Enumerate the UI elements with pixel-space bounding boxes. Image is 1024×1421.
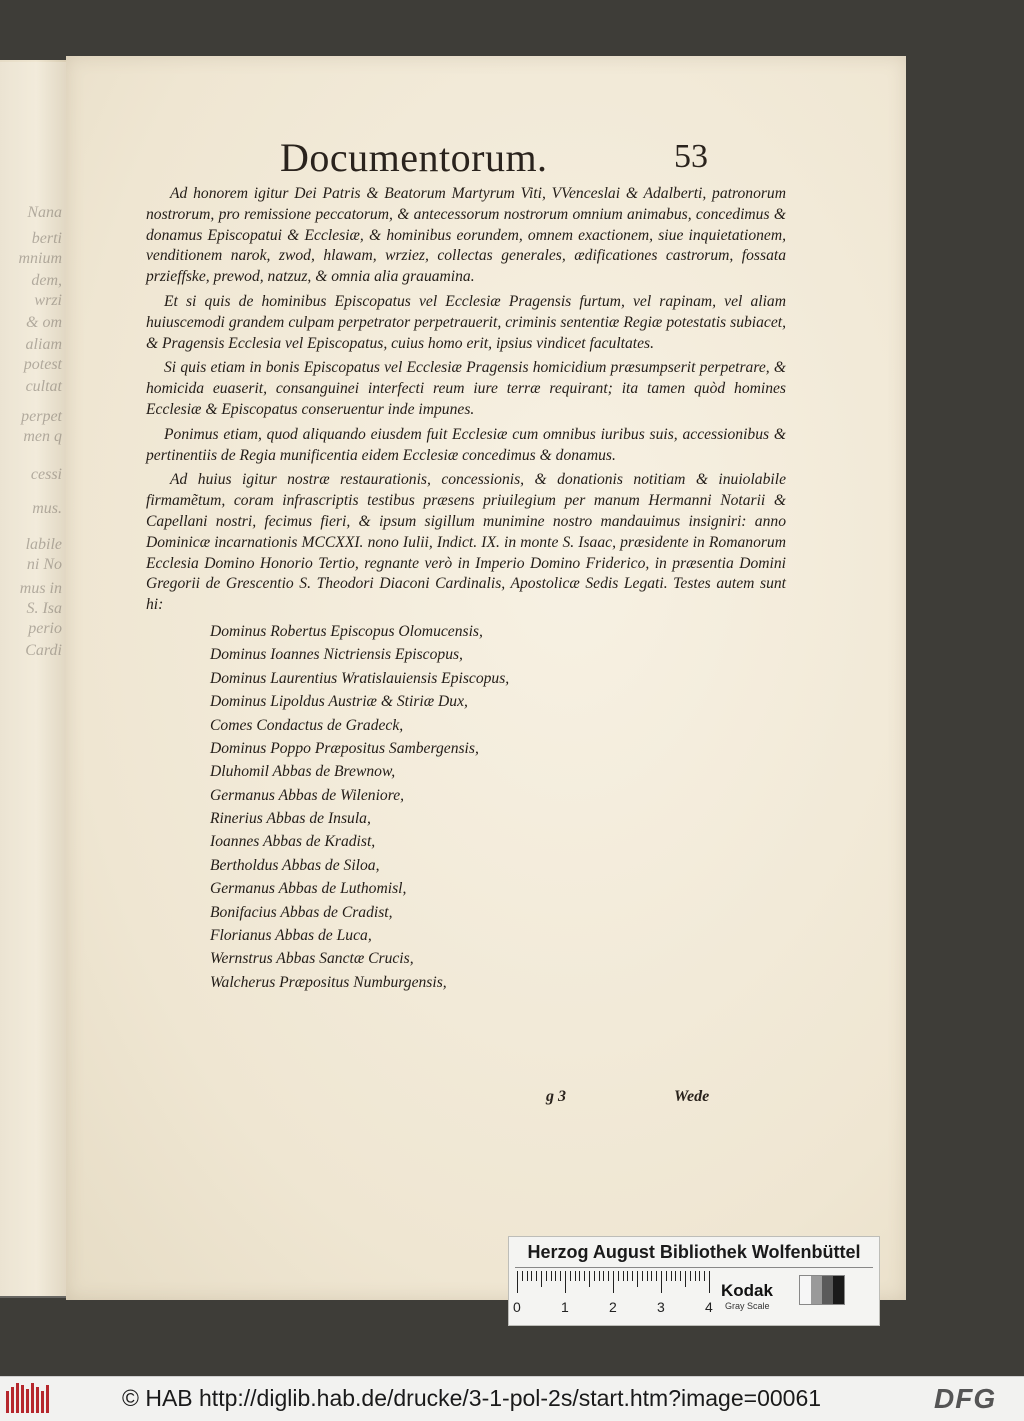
ruler-tick — [517, 1271, 518, 1293]
gray-scale-patches — [799, 1275, 845, 1305]
ruler-tick — [531, 1271, 532, 1281]
facing-page-fragment: men q — [23, 428, 62, 445]
page-footer — [66, 1088, 906, 1118]
facing-page-fragment: & om — [26, 314, 62, 331]
library-name: Herzog August Bibliothek Wolfenbüttel — [527, 1242, 861, 1262]
hab-logo-bar — [21, 1385, 24, 1413]
facing-page-fragment: aliam — [25, 336, 62, 353]
ruler-tick — [608, 1271, 609, 1281]
paragraph: Ad honorem igitur Dei Patris & Beatorum Martyrum Viti, VVenceslai & Adalberti, patronorum nostrorum, pro remissione peccatorum, & antecessorum nostrorum omnium animabus, concedimus & donamus Episcopatui & Ecclesiæ, & hominibus eorundem, omnem exactionem, siue inquietationem, venditionem narok, zwod, hlawam, wrziez, collectas generales, ædificationes castrorum, fossata przieffske, prewod, natzuz, & omnia alia grauamina. — [146, 185, 786, 286]
ruler-tick — [666, 1271, 667, 1281]
facing-page-fragment: cessi — [30, 466, 62, 483]
page-number: 53 — [674, 138, 708, 175]
ruler-tick — [603, 1271, 604, 1281]
witness-item: Dominus Poppo Præpositus Sambergensis, — [210, 739, 479, 757]
paragraph: Ad huius igitur nostræ restaurationis, concessionis, & donationis notitiam & inuiolabile firmamẽtum, coram infrascriptis testibus præsens priuilegium per manum Hermanni Notarii & Capellani nostri, fecimus fieri, & ipsum sigillum munimine nostro mandauimus insigniri: anno Dominicæ incarnationis MCCXXI. nono Iulii, Indict. IX. in monte S. Isaac, præsidente in Romanorum Ecclesia Domino Honorio Tertio, regnante verò in Imperio Domino Friderico, in præsentia Domini Gregorii de Grescentio S. Theodori Diaconi Cardinalis, Apostolicæ Sedis Legati. Testes autem sunt hi: — [146, 471, 786, 614]
dfg-logo[interactable]: DFG — [934, 1383, 997, 1414]
ruler-number: 0 — [513, 1299, 521, 1315]
ruler-number: 2 — [609, 1299, 617, 1315]
ruler-tick — [584, 1271, 585, 1281]
ruler-tick — [623, 1271, 624, 1281]
witness-item: Dominus Laurentius Wratislauiensis Episcopus, — [210, 669, 510, 687]
ruler-tick — [551, 1271, 552, 1281]
witness-item: Dominus Ioannes Nictriensis Episcopus, — [210, 646, 463, 664]
page-header — [66, 56, 906, 186]
ruler-tick — [685, 1271, 686, 1287]
witness-item: Dluhomil Abbas de Brewnow, — [210, 763, 396, 781]
hab-logo-bar — [41, 1391, 44, 1413]
facing-page-fragment: mus. — [32, 500, 62, 517]
ruler-tick — [709, 1271, 710, 1293]
ruler-tick — [647, 1271, 648, 1281]
facing-page-fragment: dem, — [31, 272, 62, 289]
ruler-tick — [575, 1271, 576, 1281]
gray-patch — [822, 1276, 833, 1304]
hab-logo-bar — [16, 1383, 19, 1413]
gray-patch — [811, 1276, 822, 1304]
hab-logo-bar — [11, 1387, 14, 1413]
paragraph: Ponimus etiam, quod aliquando eiusdem fuit Ecclesiæ cum omnibus iuribus suis, accessionibus & pertinentiis de Regia munificentia eidem Ecclesiæ concedimus & donamus. — [146, 425, 786, 464]
ruler-tick — [704, 1271, 705, 1281]
running-head: Documentorum. — [280, 135, 548, 180]
ruler-tick — [651, 1271, 652, 1281]
ruler-tick — [527, 1271, 528, 1281]
ruler-tick — [579, 1271, 580, 1281]
facing-page-fragment: Nana — [27, 204, 62, 221]
ruler-tick — [536, 1271, 537, 1281]
page-body — [146, 184, 786, 994]
ruler-tick — [675, 1271, 676, 1281]
witness-item: Comes Condactus de Gradeck, — [210, 716, 404, 734]
facing-page-fragment: cultat — [25, 378, 62, 395]
signature-mark: g 3 — [546, 1088, 566, 1105]
hab-logo-bar — [26, 1389, 29, 1413]
ruler-tick — [565, 1271, 566, 1293]
facing-page-fragment: Cardi — [25, 642, 62, 659]
ruler-tick — [618, 1271, 619, 1281]
ruler-tick — [570, 1271, 571, 1281]
ruler-number: 3 — [657, 1299, 665, 1315]
witness-item: Florianus Abbas de Luca, — [210, 927, 372, 945]
ruler-number: 4 — [705, 1299, 713, 1315]
book-page — [66, 56, 906, 1300]
viewer-footer — [0, 1376, 1024, 1421]
hab-logo-bar — [31, 1383, 34, 1413]
ruler-tick — [699, 1271, 700, 1281]
facing-page-fragment: potest — [23, 356, 62, 373]
card-divider — [515, 1267, 873, 1268]
paragraph: Et si quis de hominibus Episcopatus vel Ecclesiæ Pragensis furtum, vel rapinam, vel aliam huiuscemodi grandem culpam perpetrator perpetrauerit, criminis sententiæ Regiæ potestatis subiacet, & Pragensis Ecclesia vel Episcopatus, cuius homo erit, ipsius vindicet facultates. — [146, 292, 786, 352]
ruler-tick — [656, 1271, 657, 1281]
ruler-tick — [680, 1271, 681, 1281]
tissue-strip — [0, 62, 73, 1298]
hab-logo-bar — [36, 1387, 39, 1413]
ruler-tick — [589, 1271, 590, 1287]
facing-page-fragment: wrzi — [34, 292, 62, 309]
facing-page-fragment: mus in — [19, 580, 62, 597]
ruler-tick — [690, 1271, 691, 1281]
ruler-tick — [522, 1271, 523, 1281]
facing-page-fragment: berti — [31, 230, 62, 247]
hab-logo-icon[interactable] — [6, 1383, 50, 1413]
gray-patch — [833, 1276, 844, 1304]
facing-page-fragment: perio — [28, 620, 62, 637]
gray-patch — [800, 1276, 811, 1304]
ruler-tick — [695, 1271, 696, 1281]
witness-item: Walcherus Præpositus Numburgensis, — [210, 973, 447, 991]
ruler-tick — [594, 1271, 595, 1281]
facing-page-fragment: S. Isa — [26, 600, 62, 617]
kodak-logo: Kodak — [721, 1281, 773, 1300]
ruler-tick — [627, 1271, 628, 1281]
ruler-tick — [637, 1271, 638, 1287]
ruler-tick — [560, 1271, 561, 1281]
ruler-tick — [613, 1271, 614, 1293]
paragraph: Si quis etiam in bonis Episcopatus vel Ecclesiæ Pragensis homicidium præsumpserit perpetrare, & homicida euaserit, consanguinei interfecti reum iure terræ requirant; ita tamen quòd homines Ecclesiæ & Episcopatus conseruentur inde impunes. — [146, 359, 786, 418]
witness-item: Dominus Lipoldus Austriæ & Stiriæ Dux, — [210, 693, 468, 711]
ruler-tick — [546, 1271, 547, 1281]
ruler-tick — [555, 1271, 556, 1281]
facing-page-fragment: mnium — [18, 250, 62, 267]
calibration-card — [508, 1236, 880, 1326]
witness-item: Bonifacius Abbas de Cradist, — [210, 903, 393, 921]
witness-item: Ioannes Abbas de Kradist, — [210, 833, 376, 851]
witness-list — [146, 620, 786, 994]
hab-logo-bar — [46, 1385, 49, 1413]
ruler-tick — [599, 1271, 600, 1281]
catchword: Wede — [674, 1088, 710, 1105]
witness-item: Wernstrus Abbas Sanctæ Crucis, — [210, 950, 414, 968]
measuring-ruler — [517, 1271, 713, 1293]
copyright-url[interactable]: © HAB http://diglib.hab.de/drucke/3-1-pol-2s/start.htm?image=00061 — [122, 1385, 822, 1411]
witness-item: Dominus Robertus Episcopus Olomucensis, — [210, 622, 483, 640]
hab-logo-bar — [6, 1391, 9, 1413]
ruler-numbers — [509, 1299, 729, 1319]
ruler-tick — [661, 1271, 662, 1293]
facing-page-fragment: labile — [25, 536, 62, 553]
ruler-tick — [671, 1271, 672, 1281]
witness-item: Germanus Abbas de Luthomisl, — [210, 880, 407, 898]
ruler-number: 1 — [561, 1299, 569, 1315]
facing-page-fragment: perpet — [21, 408, 62, 425]
gray-scale-label: Gray Scale — [725, 1301, 770, 1311]
ruler-tick — [541, 1271, 542, 1287]
witness-item: Germanus Abbas de Wileniore, — [210, 786, 405, 804]
witness-item: Rinerius Abbas de Insula, — [210, 810, 371, 828]
facing-page-fragment: ni No — [26, 556, 62, 573]
witness-item: Bertholdus Abbas de Siloa, — [210, 856, 380, 874]
ruler-tick — [632, 1271, 633, 1281]
ruler-tick — [642, 1271, 643, 1281]
